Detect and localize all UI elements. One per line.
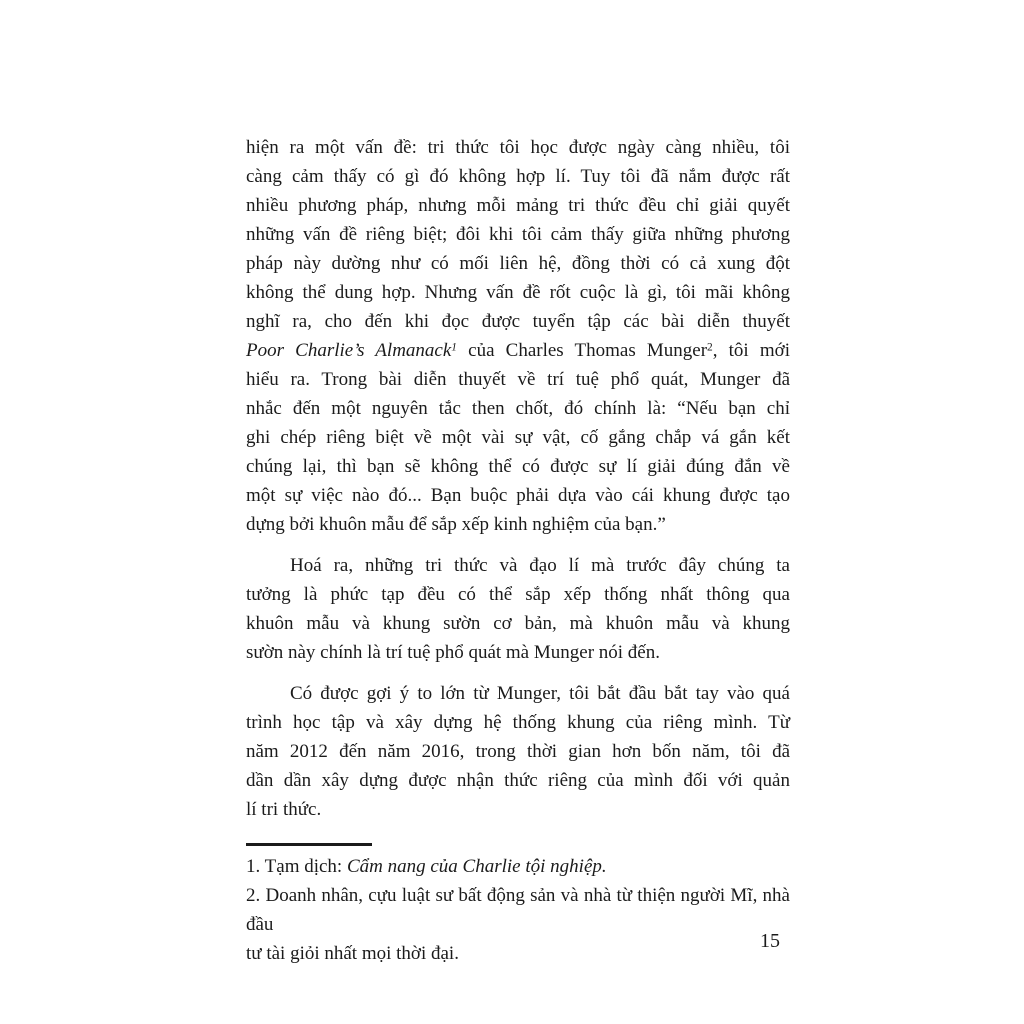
text-segment: của Charles Thomas Munger bbox=[456, 340, 708, 361]
text-segment: Poor Charlie’s Almanack bbox=[246, 340, 452, 361]
text-segment: Hoá ra, những tri thức và đạo lí mà trước đây chúng ta bbox=[290, 555, 790, 576]
body-text bbox=[246, 133, 790, 824]
text-segment: một sự việc nào đó... Bạn buộc phải dựa vào cái khung được tạo bbox=[246, 485, 790, 506]
text-segment: khuôn mẫu và khung sườn cơ bản, mà khuôn mẫu và khung bbox=[246, 613, 790, 634]
text-segment: Có được gợi ý to lớn từ Munger, tôi bắt đầu bắt tay vào quá bbox=[290, 683, 790, 704]
text-segment: hiện ra một vấn đề: tri thức tôi học được ngày càng nhiều, tôi bbox=[246, 137, 790, 158]
text-line bbox=[246, 708, 790, 737]
text-segment: càng cảm thấy có gì đó không hợp lí. Tuy tôi đã nắm được rất bbox=[246, 166, 790, 187]
text-segment: tư tài giỏi nhất mọi thời đại. bbox=[246, 943, 459, 964]
paragraph bbox=[246, 679, 790, 824]
text-segment: ghi chép riêng biệt về một vài sự vật, cố gắng chắp vá gắn kết bbox=[246, 427, 790, 448]
text-segment: 1. Tạm dịch: bbox=[246, 856, 347, 877]
text-column bbox=[246, 133, 790, 968]
text-line bbox=[246, 162, 790, 191]
text-segment: trình học tập và xây dựng hệ thống khung của riêng mình. Từ bbox=[246, 712, 790, 733]
text-segment: năm 2012 đến năm 2016, trong thời gian hơn bốn năm, tôi đã bbox=[246, 741, 790, 762]
text-segment: dần dần xây dựng được nhận thức riêng của mình đối với quản bbox=[246, 770, 790, 791]
text-segment: nhiều phương pháp, nhưng mỗi mảng tri thức đều chỉ giải quyết bbox=[246, 195, 790, 216]
text-line bbox=[246, 481, 790, 510]
text-segment: chúng lại, thì bạn sẽ không thể có được sự lí giải đúng đắn về bbox=[246, 456, 790, 477]
text-line bbox=[246, 737, 790, 766]
footnote bbox=[246, 852, 790, 881]
text-segment: pháp này dường như có mối liên hệ, đồng thời có cả xung đột bbox=[246, 253, 790, 274]
page-number: 15 bbox=[760, 930, 780, 952]
text-line bbox=[246, 852, 790, 881]
text-line bbox=[246, 133, 790, 162]
text-line bbox=[246, 278, 790, 307]
text-line bbox=[246, 795, 790, 824]
paragraph bbox=[246, 133, 790, 539]
footnote bbox=[246, 881, 790, 968]
text-segment: không thể dung hợp. Nhưng vấn đề rốt cuộc là gì, tôi mãi không bbox=[246, 282, 790, 303]
text-line bbox=[246, 191, 790, 220]
footnote-marker: 1 bbox=[451, 341, 457, 354]
text-line bbox=[246, 609, 790, 638]
text-line bbox=[246, 580, 790, 609]
text-segment: dựng bởi khuôn mẫu để sắp xếp kinh nghiệm của bạn.” bbox=[246, 514, 666, 535]
text-segment: 2. Doanh nhân, cựu luật sư bất động sản và nhà từ thiện người Mĩ, nhà đầu bbox=[246, 885, 790, 935]
text-segment: tưởng là phức tạp đều có thể sắp xếp thống nhất thông qua bbox=[246, 584, 790, 605]
footnote-marker: 2 bbox=[707, 341, 713, 354]
text-segment: , tôi mới bbox=[712, 340, 790, 361]
text-line bbox=[246, 551, 790, 580]
text-line bbox=[246, 638, 790, 667]
text-line bbox=[246, 679, 790, 708]
text-segment: những vấn đề riêng biệt; đôi khi tôi cảm thấy giữa những phương bbox=[246, 224, 790, 245]
text-line bbox=[246, 394, 790, 423]
text-line bbox=[246, 365, 790, 394]
paragraph bbox=[246, 551, 790, 667]
text-segment: hiểu ra. Trong bài diễn thuyết về trí tuệ phổ quát, Munger đã bbox=[246, 369, 790, 390]
text-line bbox=[246, 220, 790, 249]
text-line bbox=[246, 307, 790, 336]
text-segment: lí tri thức. bbox=[246, 799, 322, 820]
text-line bbox=[246, 423, 790, 452]
text-segment: nhắc đến một nguyên tắc then chốt, đó chính là: “Nếu bạn chỉ bbox=[246, 398, 790, 419]
text-segment: nghĩ ra, cho đến khi đọc được tuyển tập các bài diễn thuyết bbox=[246, 311, 790, 332]
text-line bbox=[246, 766, 790, 795]
footnote-separator bbox=[246, 843, 372, 846]
text-segment: sườn này chính là trí tuệ phổ quát mà Munger nói đến. bbox=[246, 642, 660, 663]
text-line bbox=[246, 452, 790, 481]
text-line bbox=[246, 510, 790, 539]
text-line bbox=[246, 336, 790, 365]
text-segment: Cẩm nang của Charlie tội nghiệp. bbox=[346, 856, 607, 877]
text-line bbox=[246, 249, 790, 278]
